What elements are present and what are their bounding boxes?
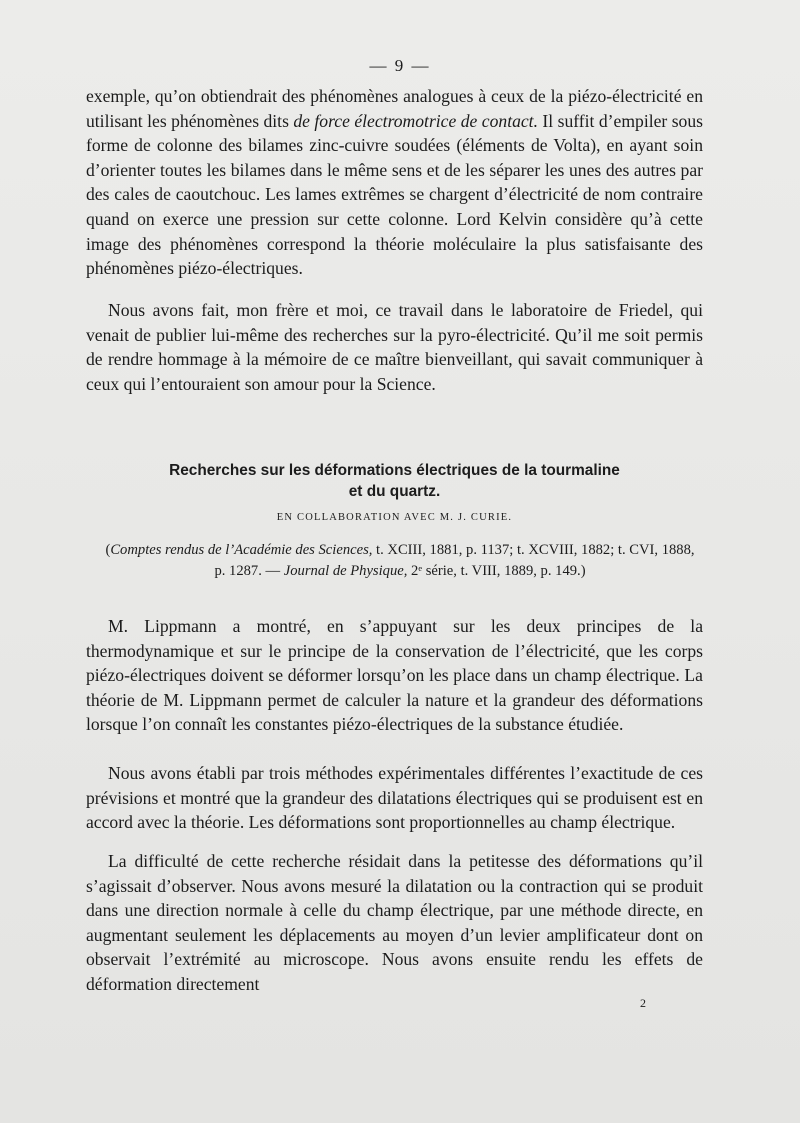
paragraph-difficulty xyxy=(86,849,703,997)
paragraph-lippmann xyxy=(86,614,703,737)
ref-details-2: 2ᵉ série, t. VIII, 1889, p. 149.) xyxy=(407,563,586,579)
para1-text-end: Il suffit d’empiler sous forme de colonne des bilames zinc-cuivre soudées (éléments de Volta), en ayant soin d’orienter toutes les bilames dans le même sens et de les séparer les unes des autres par des cales de caoutchouc. Les lames extrêmes se chargent d’électricité de nom contraire quand on exerce une pression sur cette colonne. Lord Kelvin considère qu’à cette image des phénomènes correspond la théorie moléculaire la plus satisfaisante des phénomènes piézo-électriques. xyxy=(86,110,703,279)
ref-open: ( xyxy=(105,542,111,558)
para1-text-start: exemple, qu’on obtiendrait des phénomènes analogues à ceux de la piézo-électricité en utilisant les phénomènes dits xyxy=(86,86,703,131)
section-title-line1: Recherches sur les déformations électriques de la tourmaline xyxy=(169,462,620,479)
para1-italic-term: de force électromotrice de contact. xyxy=(293,110,538,131)
para3-text: M. Lippmann a montré, en s’appuyant sur les deux principes de la thermodynamique et sur le principe de la conservation de l’électricité, que les corps piézo-électriques doivent se déformer lorsqu’on les place dans un champ électrique. La théorie de M. Lippmann permet de calculer la nature et la grandeur des déformations lorsque l’on connaît les constantes piézo-électriques de la substance étudiée. xyxy=(86,616,703,735)
para4-text: Nous avons établi par trois méthodes expérimentales différentes l’exactitude de ces prévisions et montré que la grandeur des dilatations électriques qui se produisent est en accord avec la théorie. Les déformations sont proportionnelles au champ électrique. xyxy=(86,763,703,833)
page-number: — 9 — xyxy=(369,56,431,75)
paragraph-volta-analogy xyxy=(86,84,703,281)
ref-details-1: t. XCIII, 1881, p. 1137; t. XCVIII, 1882; t. CVI, 1888, p. 1287. — xyxy=(214,542,695,579)
ref-journal-2: Journal de Physique, xyxy=(283,563,408,579)
bibliographic-reference xyxy=(100,540,700,582)
paragraph-methods xyxy=(86,761,703,835)
collaboration-note: EN COLLABORATION AVEC M. J. CURIE. xyxy=(276,512,513,523)
section-title-line2: et du quartz. xyxy=(348,483,441,500)
paragraph-friedel-tribute xyxy=(86,298,703,396)
para5-text: La difficulté de cette recherche résidait dans la petitesse des déformations qu’il s’agissait d’observer. Nous avons mesuré la dilatation ou la contraction qui se produit dans une direction normale à celle du champ électrique, par une méthode directe, en augmentant seulement les déplacements au moyen d’un levier amplificateur dont on observait l’extrémité au microscope. Nous avons ensuite rendu les effets de déformation directement xyxy=(86,851,703,994)
signature-mark: 2 xyxy=(640,996,646,1010)
ref-journal-1: Comptes rendus de l’Académie des Sciences, xyxy=(110,542,373,558)
section-title xyxy=(86,460,703,502)
para2-text: Nous avons fait, mon frère et moi, ce travail dans le laboratoire de Friedel, qui venait de publier lui-même des recherches sur la pyro-électricité. Qu’il me soit permis de rendre hommage à la mémoire de ce maître bienveillant, qui savait communiquer à ceux qui l’entouraient son amour pour la Science. xyxy=(86,300,703,394)
